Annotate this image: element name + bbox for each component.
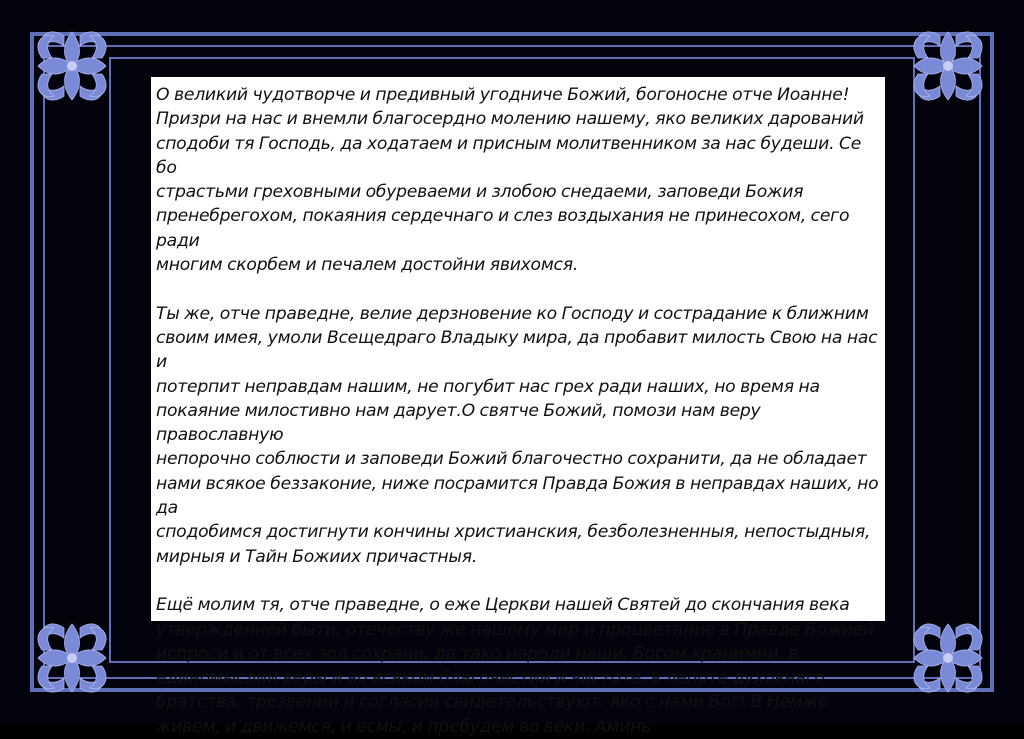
prayer-paragraph-2: Ты же, отче праведне, велие дерзновение ко Господу и сострадание к ближним своим имея, умоли Всещедраго Владыку мира, да пробавит милость Свою на нас и потерпит неправдам нашим, не погубит нас грех ради наших, но время на покаяние милостивно нам дарует.О святче Божий, помози нам веру православную непорочно соблюсти и заповеди Божий благочестно сохранити, да не обладает нами всякое беззаконие, ниже посрамится Правда Божия в неправдах наших, но да сподобимся достигнути кончины христианския, безболезненныя, непостыдныя, мирныя и Тайн Божиих причастныя. (156, 303, 879, 567)
paragraph-spacer (156, 277, 885, 301)
paragraph-spacer (156, 569, 885, 593)
prayer-text-panel (151, 77, 885, 737)
flourish-ornament-icon (38, 32, 106, 100)
flourish-ornament-icon (38, 624, 106, 692)
prayer-paragraph-3: Ещё молим тя, отче праведне, о еже Церкви нашей Святей до скончания века утвержденней быти, отечеству же нашему мир и процветание в Правде Божией испроси и от всех зол сохрани, да тако народи наши, Богом хранимии, в единомыслии веры и во всяком благочестии и чистоте, в лепоте духовнаго братства, трезвении и согласии свидетельствуют: яко с нами Бог! В Немже живем, и движемся, и есмы, и пребудем во веки. Аминь (156, 595, 874, 737)
flourish-ornament-icon (914, 32, 982, 100)
flourish-ornament-icon (914, 624, 982, 692)
prayer-paragraph-1: О великий чудотворче и предивный угодниче Божий, богоносне отче Иоанне! Призри на нас и внемли благосердно молению нашему, яко великих дарований сподоби тя Господь, да ходатаем и присным молитвенником за нас будеши. Се бо страстьми греховными обуреваеми и злобою снедаеми, заповеди Божия пренебрегохом, покаяния сердечнаго и слез воздыхания не принесохом, сего ради многим скорбем и печалем достойни явихомся. (156, 85, 864, 276)
